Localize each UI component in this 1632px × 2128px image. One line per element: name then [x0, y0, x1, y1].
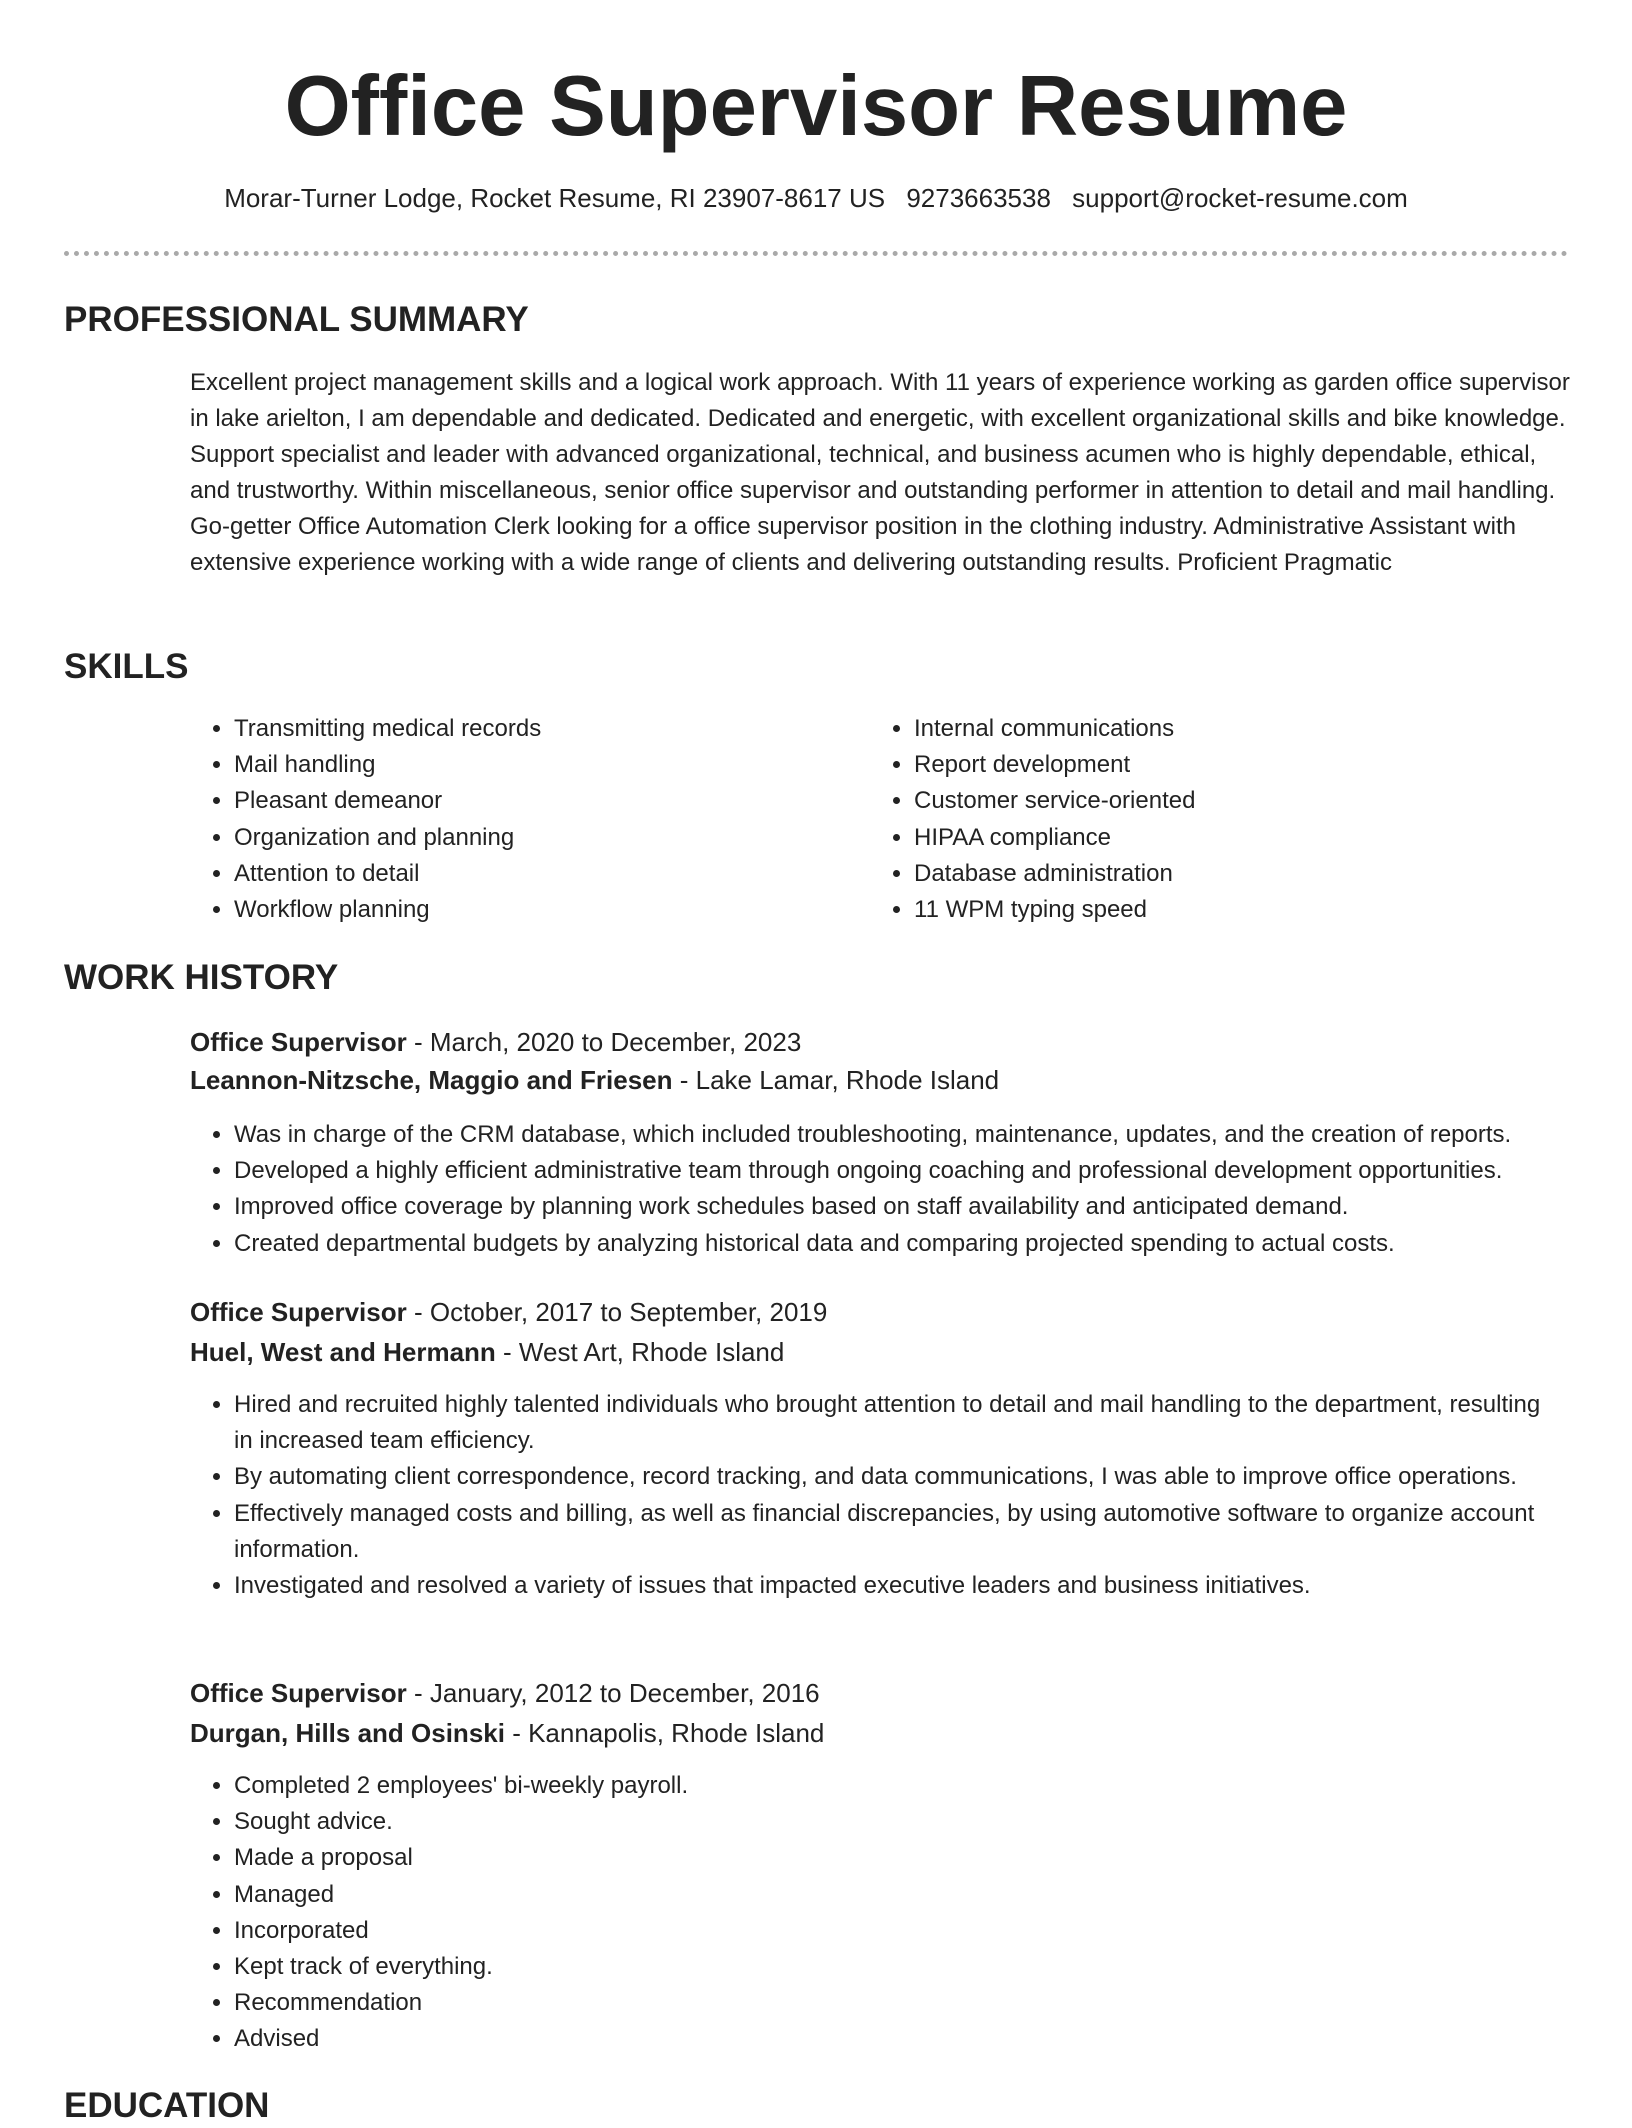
job-company-line [190, 1062, 999, 1098]
skill-item: • Customer service-oriented [914, 783, 1534, 819]
job-bullet: • Managed [234, 1877, 1564, 1913]
job-title: Office Supervisor [190, 1297, 407, 1327]
summary-text: Excellent project management skills and a logical work approach. With 11 years of experience working as garden office supervisor in lake arielton, I am dependable and dedicated. Dedicated and energetic, with excellent organizational skills and bike knowledge. Support specialist and leader with advanced organizational, technical, and business acumen who is highly dependable, ethical, and trustworthy. Within miscellaneous, senior office supervisor and outstanding performer in attention to detail and mail handling. Go-getter Office Automation Clerk looking for a office supervisor position in the clothing industry. Administrative Assistant with extensive experience working with a wide range of clients and delivering outstanding results. Proficient Pragmatic [190, 369, 1570, 576]
job-bullet: • Sought advice. [234, 1804, 1564, 1840]
job-bullet: • Made a proposal [234, 1840, 1564, 1876]
job-location: - Kannapolis, Rhode Island [504, 1718, 825, 1748]
job-bullet: • By automating client correspondence, record tracking, and data communications, I was able to improve office operations. [234, 1459, 1564, 1495]
job-bullet: • Developed a highly efficient administrative team through ongoing coaching and professional development opportunities. [234, 1153, 1632, 1189]
job-bullet: • Hired and recruited highly talented individuals who brought attention to detail and mail handling to the department, resulting in increased team efficiency. [234, 1387, 1564, 1459]
job-dates: - January, 2012 to December, 2016 [406, 1678, 820, 1708]
job-bullet: • Investigated and resolved a variety of issues that impacted executive leaders and business initiatives. [234, 1568, 1564, 1604]
section-heading-education: EDUCATION [64, 2086, 270, 2125]
job-title-line [190, 1675, 820, 1711]
job-dates: - October, 2017 to September, 2019 [406, 1297, 828, 1327]
skill-item: • Transmitting medical records [234, 711, 854, 747]
skills-list-right [870, 711, 1534, 928]
skills-list-left [190, 711, 854, 928]
job-bullet: • Improved office coverage by planning work schedules based on staff availability and anticipated demand. [234, 1189, 1632, 1225]
section-heading-work: WORK HISTORY [64, 958, 339, 997]
skill-item: • Database administration [914, 856, 1534, 892]
job-bullet: • Was in charge of the CRM database, which included troubleshooting, maintenance, updates, and the creation of reports. [234, 1117, 1632, 1153]
skill-item: • Internal communications [914, 711, 1534, 747]
skill-item: • Mail handling [234, 747, 854, 783]
job-title: Office Supervisor [190, 1678, 407, 1708]
skill-item: • Attention to detail [234, 856, 854, 892]
skill-item: • Workflow planning [234, 892, 854, 928]
job-bullet: • Incorporated [234, 1913, 1564, 1949]
job-title-line [190, 1294, 827, 1330]
job-company-line [190, 1715, 824, 1751]
section-heading-skills: SKILLS [64, 647, 189, 686]
job-location: - Lake Lamar, Rhode Island [672, 1065, 1000, 1095]
job-bullets [190, 1387, 1564, 1604]
job-title-line [190, 1024, 801, 1060]
header-divider [64, 251, 1568, 256]
job-title: Office Supervisor [190, 1027, 407, 1057]
skill-item: • Pleasant demeanor [234, 783, 854, 819]
job-bullet: • Created departmental budgets by analyzing historical data and comparing projected spending to actual costs. [234, 1226, 1632, 1262]
job-company: Huel, West and Hermann [190, 1337, 496, 1367]
job-location: - West Art, Rhode Island [495, 1337, 785, 1367]
job-company: Leannon-Nitzsche, Maggio and Friesen [190, 1065, 673, 1095]
job-bullet: • Advised [234, 2021, 1564, 2057]
job-company-line [190, 1334, 784, 1370]
resume-title: Office Supervisor Resume [284, 59, 1348, 154]
job-bullets [190, 1768, 1564, 2058]
skill-item: • HIPAA compliance [914, 820, 1534, 856]
job-bullets [190, 1117, 1632, 1262]
contact-phone: 9273663538 [906, 183, 1051, 213]
job-bullet: • Kept track of everything. [234, 1949, 1564, 1985]
section-heading-summary: PROFESSIONAL SUMMARY [64, 300, 529, 339]
job-dates: - March, 2020 to December, 2023 [406, 1027, 802, 1057]
job-bullet: • Completed 2 employees' bi-weekly payroll. [234, 1768, 1564, 1804]
skill-item: • 11 WPM typing speed [914, 892, 1534, 928]
skill-item: • Organization and planning [234, 820, 854, 856]
skill-item: • Report development [914, 747, 1534, 783]
job-bullet: • Recommendation [234, 1985, 1564, 2021]
contact-address: Morar-Turner Lodge, Rocket Resume, RI 23907-8617 US [224, 183, 886, 213]
contact-line [0, 180, 1632, 216]
job-company: Durgan, Hills and Osinski [190, 1718, 505, 1748]
job-bullet: • Effectively managed costs and billing, as well as financial discrepancies, by using automotive software to organize account information. [234, 1496, 1564, 1568]
contact-email: support@rocket-resume.com [1072, 183, 1408, 213]
